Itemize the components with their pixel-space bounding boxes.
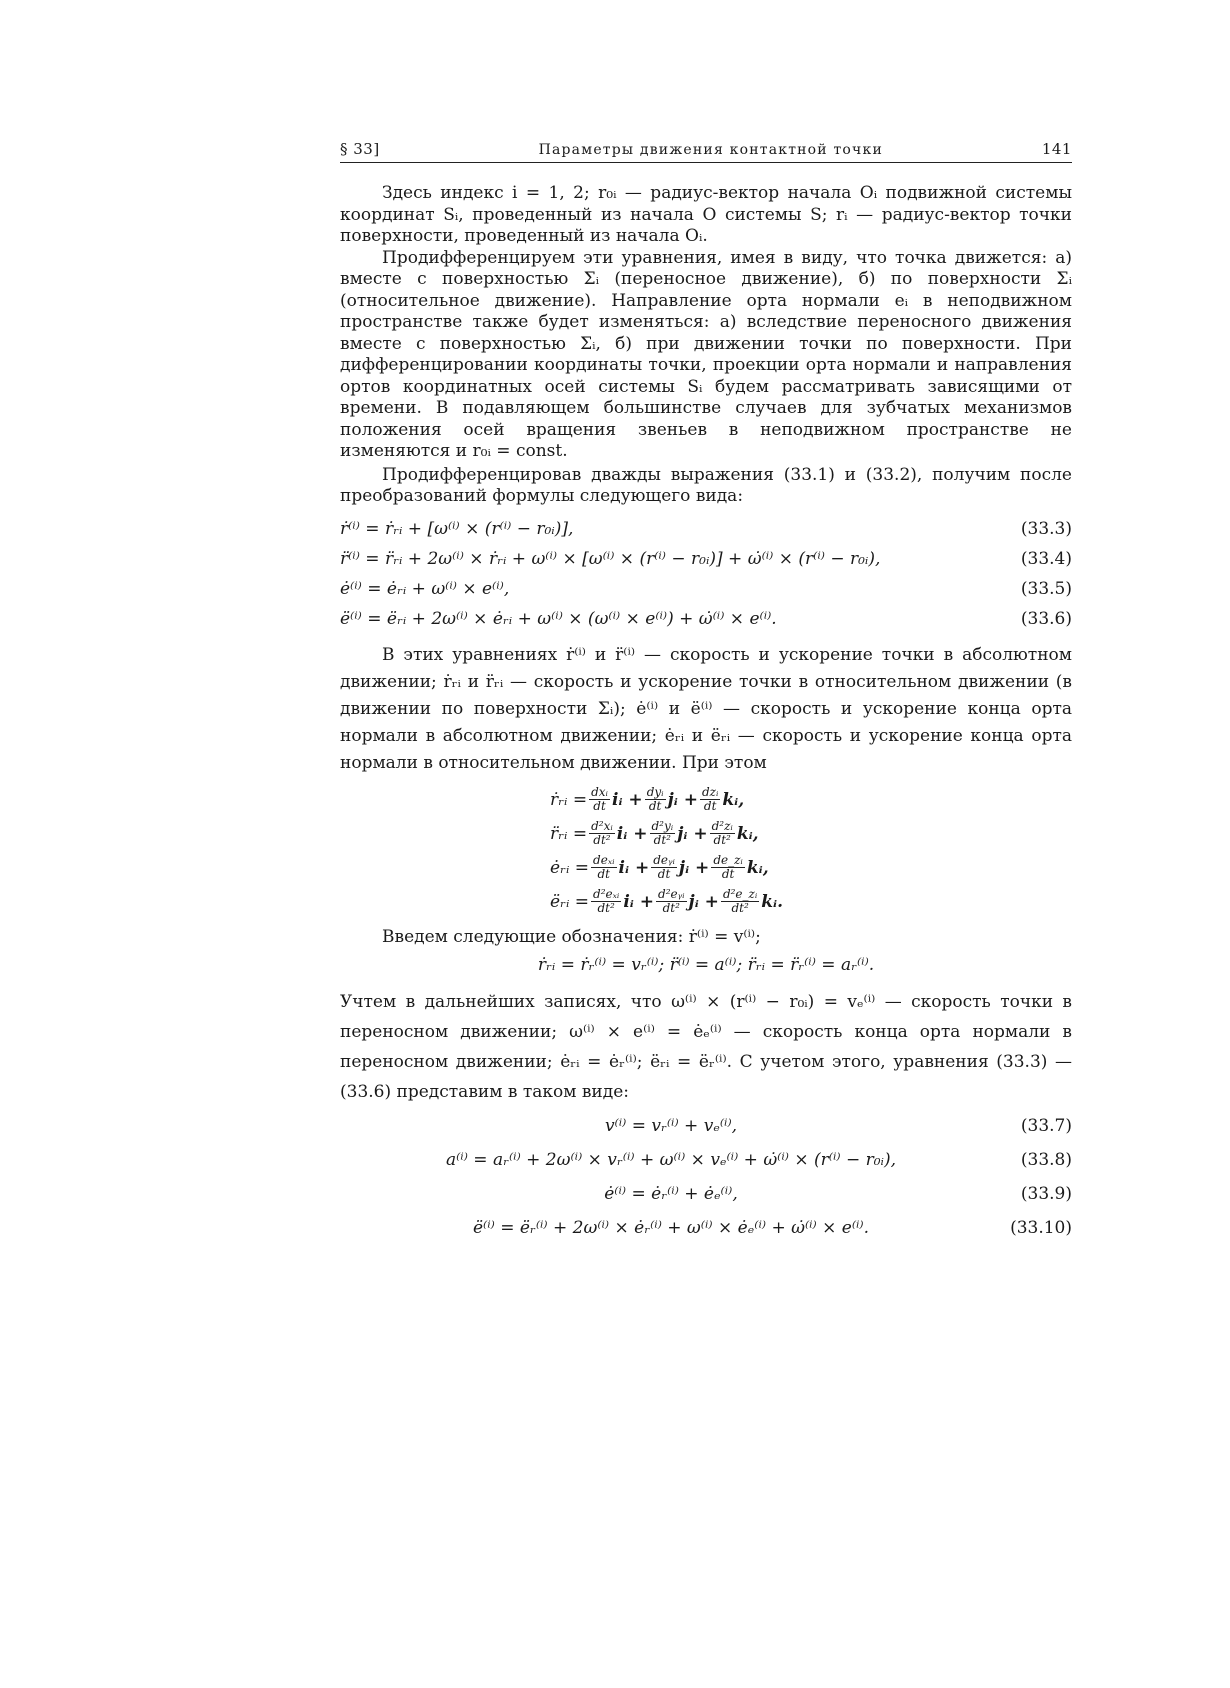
fraction bbox=[721, 888, 759, 915]
unit-vector: jᵢ + bbox=[667, 789, 698, 810]
notation-formula: ṙᵣᵢ = ṙᵣ⁽ⁱ⁾ = vᵣ⁽ⁱ⁾; r̈⁽ⁱ⁾ = a⁽ⁱ⁾; r̈ᵣᵢ = r̈ᵣ⁽ⁱ⁾ = aᵣ⁽ⁱ⁾. bbox=[537, 955, 875, 975]
fraction bbox=[711, 854, 745, 881]
denominator: dt² bbox=[653, 833, 671, 847]
equation-number: (33.6) bbox=[1020, 608, 1072, 629]
unit-vector: iᵢ + bbox=[623, 891, 655, 912]
numerator: de_zᵢ bbox=[713, 853, 743, 867]
denominator: dt bbox=[593, 799, 606, 813]
equation-body: ë⁽ⁱ⁾ = ëᵣᵢ + 2ω⁽ⁱ⁾ × ėᵣᵢ + ω⁽ⁱ⁾ × (ω⁽ⁱ⁾ × e⁽ⁱ⁾) + ω̇⁽ⁱ⁾ × e⁽ⁱ⁾. bbox=[340, 608, 777, 629]
equation-33-10 bbox=[340, 1217, 1072, 1239]
fraction bbox=[591, 854, 616, 881]
fraction bbox=[589, 786, 610, 813]
equation-number: (33.8) bbox=[1020, 1150, 1072, 1170]
numerator: d²eₓᵢ bbox=[593, 887, 620, 901]
equation-33-8 bbox=[340, 1149, 1072, 1171]
fraction bbox=[645, 786, 666, 813]
section-mark: § 33] bbox=[340, 140, 380, 158]
numerator: deᵧᵢ bbox=[653, 853, 675, 867]
fraction bbox=[651, 854, 677, 881]
fraction bbox=[589, 820, 615, 847]
paragraph-5: Введем следующие обозначения: ṙ⁽ⁱ⁾ = v⁽ⁱ⁾; bbox=[382, 926, 761, 947]
denominator: dt bbox=[703, 799, 717, 813]
page bbox=[340, 140, 1072, 1239]
fraction bbox=[700, 786, 720, 813]
derivative-row bbox=[550, 885, 783, 919]
running-header bbox=[340, 140, 1072, 163]
equation-33-7 bbox=[340, 1115, 1072, 1137]
numerator: d²eᵧᵢ bbox=[658, 887, 685, 901]
unit-vector: jᵢ + bbox=[677, 823, 708, 844]
paragraph-3: Продифференцировав дважды выражения (33.1) и (33.2), получим после преобразований формулы следующего вида: bbox=[340, 464, 1072, 506]
equation-body: ë⁽ⁱ⁾ = ëᵣ⁽ⁱ⁾ + 2ω⁽ⁱ⁾ × ėᵣ⁽ⁱ⁾ + ω⁽ⁱ⁾ × ėₑ⁽ⁱ⁾ + ω̇⁽ⁱ⁾ × e⁽ⁱ⁾. bbox=[472, 1218, 870, 1238]
derivative-lhs: ëᵣᵢ = bbox=[550, 891, 590, 912]
denominator: dt bbox=[648, 799, 662, 813]
unit-vector: iᵢ + bbox=[616, 823, 648, 844]
equation-33-9 bbox=[340, 1183, 1072, 1205]
denominator: dt² bbox=[662, 901, 680, 915]
unit-vector: iᵢ + bbox=[611, 789, 643, 810]
derivative-lhs: ṙᵣᵢ = bbox=[550, 789, 588, 810]
numerator: d²yᵢ bbox=[651, 819, 674, 833]
equation-body: ṙ⁽ⁱ⁾ = ṙᵣᵢ + [ω⁽ⁱ⁾ × (r⁽ⁱ⁾ − r₀ᵢ)], bbox=[340, 518, 574, 539]
derivative-row bbox=[550, 851, 769, 885]
derivatives-block bbox=[550, 783, 1072, 919]
derivative-row bbox=[550, 783, 744, 817]
unit-vector: jᵢ + bbox=[688, 891, 719, 912]
numerator: dxᵢ bbox=[591, 785, 608, 799]
denominator: dt² bbox=[597, 901, 615, 915]
equation-body: v⁽ⁱ⁾ = vᵣ⁽ⁱ⁾ + vₑ⁽ⁱ⁾, bbox=[604, 1116, 738, 1136]
unit-vector: jᵢ + bbox=[678, 857, 710, 878]
paragraph-6: Учтем в дальнейших записях, что ω⁽ⁱ⁾ × (r⁽ⁱ⁾ − r₀ᵢ) = vₑ⁽ⁱ⁾ — скорость точки в переносном движении; ω⁽ⁱ⁾ × e⁽ⁱ⁾ = ėₑ⁽ⁱ⁾ — скорость конца орта нормали в переносном движении; ėᵣᵢ = ėᵣ⁽ⁱ⁾; ëᵣᵢ = ëᵣ⁽ⁱ⁾. С учетом этого, уравнения (33.3) — (33.6) представим в таком виде: bbox=[340, 992, 1072, 1102]
equation-number: (33.10) bbox=[1010, 1218, 1072, 1238]
fraction bbox=[650, 820, 676, 847]
equation-33-6 bbox=[340, 608, 1072, 630]
unit-vector: kᵢ, bbox=[722, 789, 745, 810]
equation-number: (33.9) bbox=[1020, 1184, 1072, 1204]
page-number: 141 bbox=[1041, 140, 1072, 158]
numerator: dzᵢ bbox=[701, 785, 719, 799]
unit-vector: kᵢ. bbox=[761, 891, 784, 912]
fraction bbox=[656, 888, 687, 915]
paragraph-1: Здесь индекс i = 1, 2; r₀ᵢ — радиус-вектор начала Oᵢ подвижной системы координат Sᵢ, проведенный из начала O системы S; rᵢ — радиус-вектор точки поверхности, проведенный из начала Oᵢ. bbox=[340, 183, 1072, 246]
paragraph-2: Продифференцируем эти уравнения, имея в виду, что точка движется: а) вместе с поверхностью Σᵢ (переносное движение), б) по поверхности Σᵢ (относительное движение). Направление орта нормали eᵢ в неподвижном пространстве также будет изменяться: а) вследствие переносного движения вместе с поверхностью Σᵢ, б) при движении точки по поверхности. При дифференцировании координаты точки, проекции орта нормали и направления ортов координатных осей системы Sᵢ будем рассматривать зависящими от времени. В подавляющем большинстве случаев для зубчатых механизмов положения осей вращения звеньев в неподвижном пространстве не изменяются и r₀ᵢ = const. bbox=[340, 247, 1072, 461]
numerator: d²zᵢ bbox=[711, 819, 733, 833]
denominator: dt² bbox=[713, 833, 731, 847]
fraction bbox=[591, 888, 621, 915]
running-title: Параметры движения контактной точки bbox=[538, 142, 883, 158]
fraction bbox=[710, 820, 735, 847]
denominator: dt² bbox=[593, 833, 611, 847]
equation-number: (33.5) bbox=[1020, 578, 1072, 599]
numerator: dyᵢ bbox=[646, 785, 664, 799]
denominator: dt bbox=[597, 867, 611, 881]
equation-body: ė⁽ⁱ⁾ = ėᵣᵢ + ω⁽ⁱ⁾ × e⁽ⁱ⁾, bbox=[340, 578, 510, 599]
numerator: d²xᵢ bbox=[591, 819, 613, 833]
equation-number: (33.3) bbox=[1020, 518, 1072, 539]
numerator: d²e_zᵢ bbox=[722, 887, 758, 901]
unit-vector: kᵢ, bbox=[746, 857, 769, 878]
denominator: dt bbox=[657, 867, 671, 881]
paragraph-4: В этих уравнениях ṙ⁽ⁱ⁾ и r̈⁽ⁱ⁾ — скорость и ускорение точки в абсолютном движении; ṙᵣᵢ и r̈ᵣᵢ — скорость и ускорение точки в относительном движении (в движении по поверхности Σᵢ); ė⁽ⁱ⁾ и ë⁽ⁱ⁾ — скорость и ускорение конца орта нормали в абсолютном движении; ėᵣᵢ и ëᵣᵢ — скорость и ускорение конца орта нормали в относительном движении. При этом bbox=[340, 644, 1072, 773]
equation-33-3 bbox=[340, 518, 1072, 540]
equation-33-4 bbox=[340, 548, 1072, 570]
equation-body: r̈⁽ⁱ⁾ = r̈ᵣᵢ + 2ω⁽ⁱ⁾ × ṙᵣᵢ + ω⁽ⁱ⁾ × [ω⁽ⁱ⁾ × (r⁽ⁱ⁾ − r₀ᵢ)] + ω̇⁽ⁱ⁾ × (r⁽ⁱ⁾ − r₀ᵢ), bbox=[340, 548, 881, 569]
denominator: dt bbox=[721, 867, 735, 881]
derivative-lhs: ėᵣᵢ = bbox=[550, 857, 590, 878]
notation-line bbox=[340, 954, 1072, 977]
equation-number: (33.4) bbox=[1020, 548, 1072, 569]
equation-33-5 bbox=[340, 578, 1072, 600]
numerator: deₓᵢ bbox=[593, 853, 615, 867]
denominator: dt² bbox=[731, 901, 749, 915]
equation-body: ė⁽ⁱ⁾ = ėᵣ⁽ⁱ⁾ + ėₑ⁽ⁱ⁾, bbox=[604, 1184, 738, 1204]
derivative-row bbox=[550, 817, 759, 851]
unit-vector: iᵢ + bbox=[618, 857, 650, 878]
equation-body: a⁽ⁱ⁾ = aᵣ⁽ⁱ⁾ + 2ω⁽ⁱ⁾ × vᵣ⁽ⁱ⁾ + ω⁽ⁱ⁾ × vₑ⁽ⁱ⁾ + ω̇⁽ⁱ⁾ × (r⁽ⁱ⁾ − r₀ᵢ), bbox=[445, 1150, 896, 1170]
unit-vector: kᵢ, bbox=[736, 823, 759, 844]
derivative-lhs: r̈ᵣᵢ = bbox=[550, 823, 588, 844]
equation-number: (33.7) bbox=[1020, 1116, 1072, 1136]
